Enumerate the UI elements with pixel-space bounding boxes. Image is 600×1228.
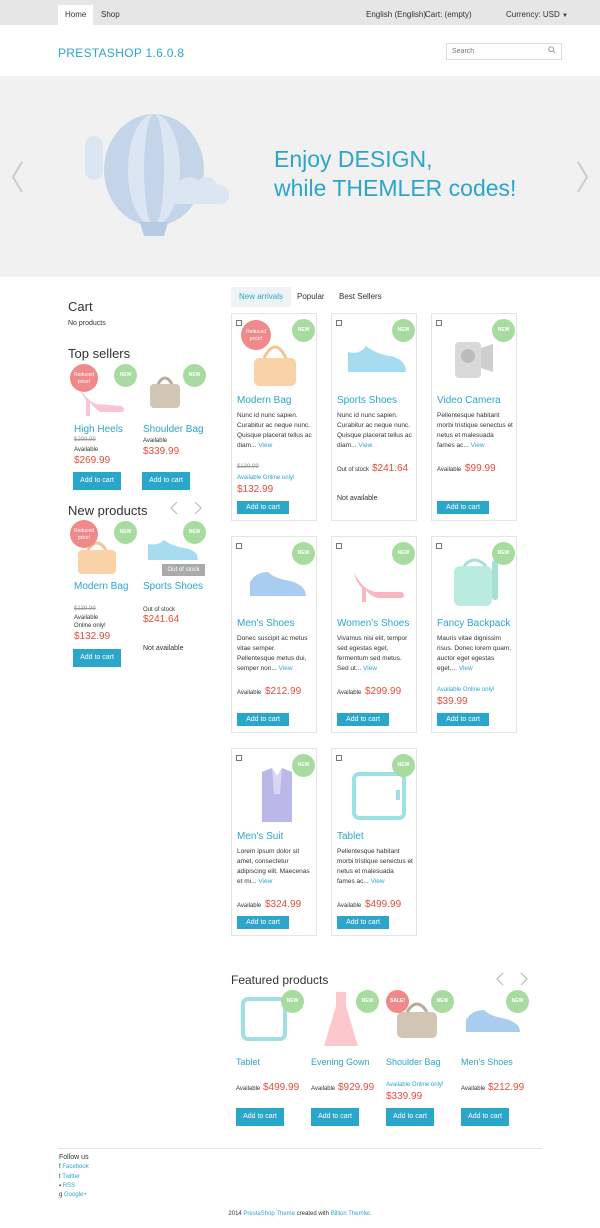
add-to-cart-button[interactable]: Add to cart [311, 1108, 359, 1126]
price: $212.99 [488, 1082, 525, 1093]
language-selector[interactable]: English (English) [366, 10, 427, 19]
description-text: Nunc id nunc sapien. Curabitur ac neque nunc. Quisque placerat tellus ac diam... [237, 412, 312, 449]
availability: Available [236, 1086, 261, 1092]
add-to-cart-button[interactable]: Add to cart [237, 713, 289, 726]
slider-prev-arrow-icon[interactable] [10, 160, 24, 194]
featured-product-name[interactable]: Men's Shoes [461, 1057, 513, 1067]
add-to-cart-button[interactable]: Add to cart [437, 713, 489, 726]
new-badge: NEW [392, 319, 415, 342]
new-badge: NEW [492, 542, 515, 565]
price: $241.64 [372, 463, 409, 474]
hot-air-balloon-icon [80, 112, 240, 246]
product-description [437, 411, 513, 451]
availability: Available [74, 447, 99, 453]
compare-checkbox[interactable] [236, 755, 242, 761]
availability: Available Online only! [237, 475, 295, 481]
cart-block-title: Cart [68, 299, 93, 314]
description-text: Donec suscipit ac metus vitae semper. Pellentesque metus dui, semper non... [237, 635, 308, 672]
sports-shoes-image [344, 342, 408, 376]
currency-selector[interactable] [506, 5, 568, 26]
add-to-cart-button[interactable]: Add to cart [337, 713, 389, 726]
online-only: Online only! [74, 623, 106, 629]
availability: Available [311, 1086, 336, 1092]
top-seller-name[interactable]: Shoulder Bag [143, 424, 204, 435]
price: $324.99 [265, 899, 302, 910]
slider-caption-line1: Enjoy DESIGN, [274, 146, 433, 172]
view-link[interactable]: View [363, 665, 378, 672]
availability: Available [337, 903, 362, 909]
product-description [437, 634, 513, 674]
new-badge: NEW [183, 521, 206, 544]
price: $499.99 [365, 899, 402, 910]
mens-shoes-image [246, 568, 310, 598]
new-badge: NEW [114, 521, 137, 544]
google-plus-label: Google+ [64, 1192, 87, 1198]
availability: Available [237, 690, 262, 696]
price: $499.99 [263, 1082, 300, 1093]
new-product-name[interactable]: Sports Shoes [143, 581, 204, 592]
tablet-image [350, 770, 408, 822]
video-camera-image [451, 334, 497, 384]
slider-caption-line2: while THEMLER codes! [274, 175, 517, 201]
availability: Available [337, 690, 362, 696]
facebook-icon: f [59, 1164, 61, 1170]
availability: Out of stock [143, 607, 176, 613]
google-plus-icon: g [59, 1192, 63, 1198]
chevron-right-icon[interactable] [520, 972, 528, 986]
product-description [237, 847, 313, 887]
product-name[interactable]: Sports Shoes [337, 395, 398, 406]
add-to-cart-button[interactable]: Add to cart [73, 472, 121, 490]
copyright-mid: created with [295, 1211, 331, 1217]
theme-link[interactable]: PrestaShop Theme [243, 1211, 295, 1217]
view-link[interactable]: View [258, 878, 273, 885]
search-icon[interactable] [548, 46, 556, 54]
themler-link[interactable]: Billion Themler [330, 1211, 370, 1217]
view-link[interactable]: View [470, 442, 485, 449]
view-link[interactable]: View [458, 665, 473, 672]
availability: Available Online only! [437, 687, 495, 693]
add-to-cart-button[interactable]: Add to cart [437, 501, 489, 514]
add-to-cart-button[interactable]: Add to cart [237, 501, 289, 514]
old-price: $299.99 [74, 437, 96, 443]
new-badge: NEW [356, 990, 379, 1013]
old-price: $139.99 [74, 606, 96, 612]
price: $132.99 [74, 631, 111, 642]
cart-empty-text: No products [68, 320, 106, 327]
tab-new-arrivals[interactable]: New arrivals [231, 287, 291, 307]
availability: Available [74, 615, 99, 621]
new-badge: NEW [292, 319, 315, 342]
product-name[interactable]: Women's Shoes [337, 618, 410, 629]
add-to-cart-button[interactable]: Add to cart [142, 472, 190, 490]
availability: Available [461, 1086, 486, 1092]
add-to-cart-button[interactable]: Add to cart [237, 916, 289, 929]
rss-icon: ▪ [59, 1183, 62, 1189]
availability: Available [143, 438, 168, 444]
facebook-link[interactable] [59, 1164, 89, 1170]
price: $132.99 [237, 484, 274, 495]
top-seller-name[interactable]: High Heels [74, 424, 123, 435]
description-text: Nunc id nunc sapien. Curabitur ac neque nunc. Quisque placerat tellus ac diam... [337, 412, 412, 449]
add-to-cart-button[interactable]: Add to cart [236, 1108, 284, 1126]
add-to-cart-button[interactable]: Add to cart [337, 916, 389, 929]
featured-title: Featured products [231, 973, 329, 987]
chevron-right-icon[interactable] [194, 501, 202, 515]
availability: Available [237, 903, 262, 909]
compare-checkbox[interactable] [336, 543, 342, 549]
new-badge: NEW [292, 542, 315, 565]
view-link[interactable]: View [370, 878, 385, 885]
old-price: $139.99 [237, 464, 259, 470]
rss-label: RSS [62, 1183, 76, 1189]
site-logo[interactable]: PRESTASHOP 1.6.0.8 [58, 46, 185, 60]
slider-caption [274, 145, 516, 203]
add-to-cart-button[interactable]: Add to cart [73, 649, 121, 667]
featured-product-name[interactable]: Evening Gown [311, 1057, 370, 1067]
new-badge: NEW [431, 990, 454, 1013]
caret-down-icon: ▼ [562, 13, 568, 19]
rss-link[interactable] [59, 1183, 75, 1189]
product-name[interactable]: Fancy Backpack [437, 618, 511, 629]
mens-suit-image [256, 766, 298, 826]
compare-checkbox[interactable] [336, 755, 342, 761]
hero-slider [0, 76, 600, 277]
sale-badge: SALE! [386, 990, 409, 1013]
copyright-year: 2014 [228, 1211, 244, 1217]
tab-best-sellers[interactable]: Best Sellers [339, 292, 382, 301]
compare-checkbox[interactable] [436, 320, 442, 326]
product-name[interactable]: Modern Bag [237, 395, 292, 406]
follow-us-title: Follow us [59, 1154, 89, 1161]
new-badge: NEW [114, 364, 137, 387]
new-badge: NEW [392, 754, 415, 777]
description-text: Pellentesque habitant morbi tristique senectus et netus et malesuada fames ac... [337, 848, 413, 885]
currency-label: Currency: USD [506, 10, 560, 19]
price: $299.99 [365, 686, 402, 697]
featured-product-name[interactable]: Shoulder Bag [386, 1057, 441, 1067]
nav-shop[interactable]: Shop [101, 10, 120, 19]
new-products-title: New products [68, 503, 148, 518]
search-input[interactable] [446, 43, 562, 60]
new-badge: NEW [392, 542, 415, 565]
product-description [337, 847, 413, 887]
new-badge: NEW [281, 990, 304, 1013]
availability: Available [437, 467, 462, 473]
product-name[interactable]: Video Camera [437, 395, 501, 406]
reduced-price-badge: Reduced price! [70, 364, 98, 392]
product-description [237, 634, 313, 674]
compare-checkbox[interactable] [336, 320, 342, 326]
not-available-text: Not available [143, 645, 184, 652]
availability: Available Online only! [386, 1082, 444, 1088]
product-description [337, 411, 413, 451]
google-plus-link[interactable] [59, 1192, 87, 1198]
featured-product-name[interactable]: Tablet [236, 1057, 261, 1067]
twitter-label: Twitter [62, 1174, 80, 1180]
price: $39.99 [437, 696, 468, 707]
product-name[interactable]: Men's Suit [237, 831, 284, 842]
price: $339.99 [386, 1091, 423, 1102]
price: $241.64 [143, 614, 180, 625]
top-bar [0, 0, 600, 25]
reduced-price-badge: Reduced price! [70, 520, 98, 548]
compare-checkbox[interactable] [436, 543, 442, 549]
new-badge: NEW [492, 319, 515, 342]
chevron-left-icon[interactable] [496, 972, 504, 986]
new-badge: NEW [506, 990, 529, 1013]
top-sellers-title: Top sellers [68, 346, 131, 361]
description-text: Pellentesque habitant morbi tristique senectus et netus et malesuada fames ac... [437, 412, 513, 449]
cart-link[interactable]: Cart: (empty) [425, 10, 472, 19]
view-link[interactable]: View [258, 442, 273, 449]
copyright-end: . [369, 1211, 372, 1217]
price: $269.99 [74, 455, 111, 466]
shoulder-bag-image [146, 370, 184, 412]
product-description [337, 634, 413, 674]
new-badge: NEW [292, 754, 315, 777]
description-text: Mauris vitae dignissim risus. Donec lorem quam, auctor eget egestas eget,... [437, 635, 512, 672]
product-name[interactable]: Tablet [337, 831, 364, 842]
nav-home[interactable]: Home [58, 5, 93, 25]
evening-gown-image [322, 990, 360, 1050]
description-text: Lorem ipsum dolor sit amet, consectetur adipiscing elit. Maecenas et mi... [237, 848, 310, 885]
new-product-name[interactable]: Modern Bag [74, 581, 129, 592]
tab-popular[interactable]: Popular [297, 292, 325, 301]
slider-next-arrow-icon[interactable] [576, 160, 590, 194]
twitter-link[interactable] [59, 1174, 80, 1180]
facebook-label: Facebook [62, 1164, 89, 1170]
price: $339.99 [143, 446, 180, 457]
reduced-price-badge: Reduced price! [241, 320, 271, 350]
new-badge: NEW [183, 364, 206, 387]
product-description [237, 411, 313, 451]
price: $99.99 [465, 463, 496, 474]
price: $929.99 [338, 1082, 375, 1093]
out-of-stock-badge: Out of stock [162, 564, 205, 576]
compare-checkbox[interactable] [236, 320, 242, 326]
chevron-left-icon[interactable] [170, 501, 178, 515]
add-to-cart-button[interactable]: Add to cart [386, 1108, 434, 1126]
view-link[interactable]: View [278, 665, 293, 672]
womens-shoes-image [350, 566, 406, 602]
view-link[interactable]: View [358, 442, 373, 449]
add-to-cart-button[interactable]: Add to cart [461, 1108, 509, 1126]
description-text: Vivamus nisi elit, tempor sed egestas eget, fermentum sed metus. Sed ut... [337, 635, 408, 672]
availability: Out of stock [337, 467, 370, 473]
compare-checkbox[interactable] [236, 543, 242, 549]
copyright [0, 1211, 600, 1217]
header [0, 25, 600, 75]
footer-divider [58, 1148, 542, 1149]
price: $212.99 [265, 686, 302, 697]
not-available-text: Not available [337, 495, 378, 502]
product-name[interactable]: Men's Shoes [237, 618, 295, 629]
twitter-icon: t [59, 1174, 61, 1180]
